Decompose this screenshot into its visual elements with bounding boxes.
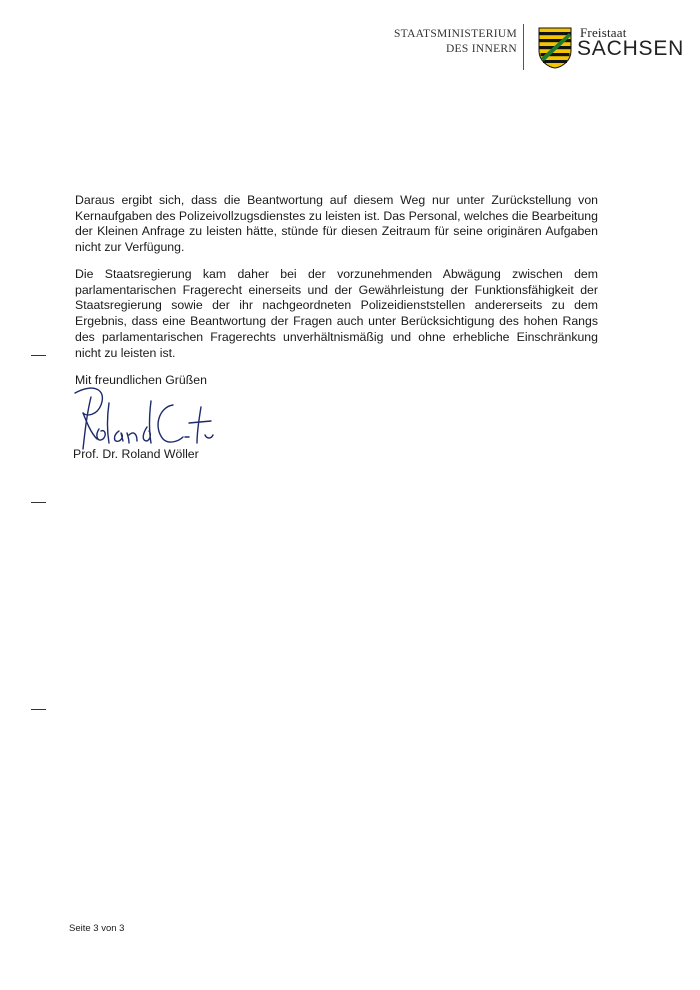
body-paragraph-1: Daraus ergibt sich, dass die Beantwortung auf diesem Weg nur unter Zurückstellung von Kernaufgaben des Polizeivollzugsdienstes zu leisten ist. Das Personal, welches die Bearbeitung der Kleinen Anfrage zu leisten hätte, stünde für diesen Zeitraum für seine originären Aufgaben nicht zur Verfügung.: [75, 193, 598, 255]
ministry-name-line1: STAATSMINISTERIUM: [393, 28, 517, 40]
ministry-name-line2: DES INNERN: [445, 43, 517, 55]
ministry-name: [394, 27, 517, 57]
handwritten-signature: [63, 383, 223, 455]
sachsen-label: SACHSEN: [577, 37, 685, 60]
closing-greeting: Mit freundlichen Grüßen: [75, 373, 207, 387]
header-divider: [523, 24, 524, 70]
freistaat-label: Freistaat: [580, 25, 627, 40]
body-paragraph-2: Die Staatsregierung kam daher bei der vorzunehmenden Abwägung zwischen dem parlamentarischen Fragerecht einerseits und der Gewährleistung der Funktionsfähigkeit der Staatsregierung sowie der ihr nachgeordneten Polizeidienststellen andererseits zu dem Ergebnis, dass eine Beantwortung der Fragen auch unter Berücksichtigung des hohen Rangs des parlamentarischen Fragerechts unverhältnismäßig und ohne erhebliche Einschränkung nicht zu leisten ist.: [75, 267, 598, 360]
signer-name: Prof. Dr. Roland Wöller: [73, 447, 199, 461]
saxony-coat-of-arms-icon: [538, 27, 572, 69]
fold-mark: [31, 355, 46, 356]
fold-mark: [31, 502, 46, 503]
page-number: Seite 3 von 3: [69, 923, 125, 934]
punch-mark: [31, 709, 46, 710]
